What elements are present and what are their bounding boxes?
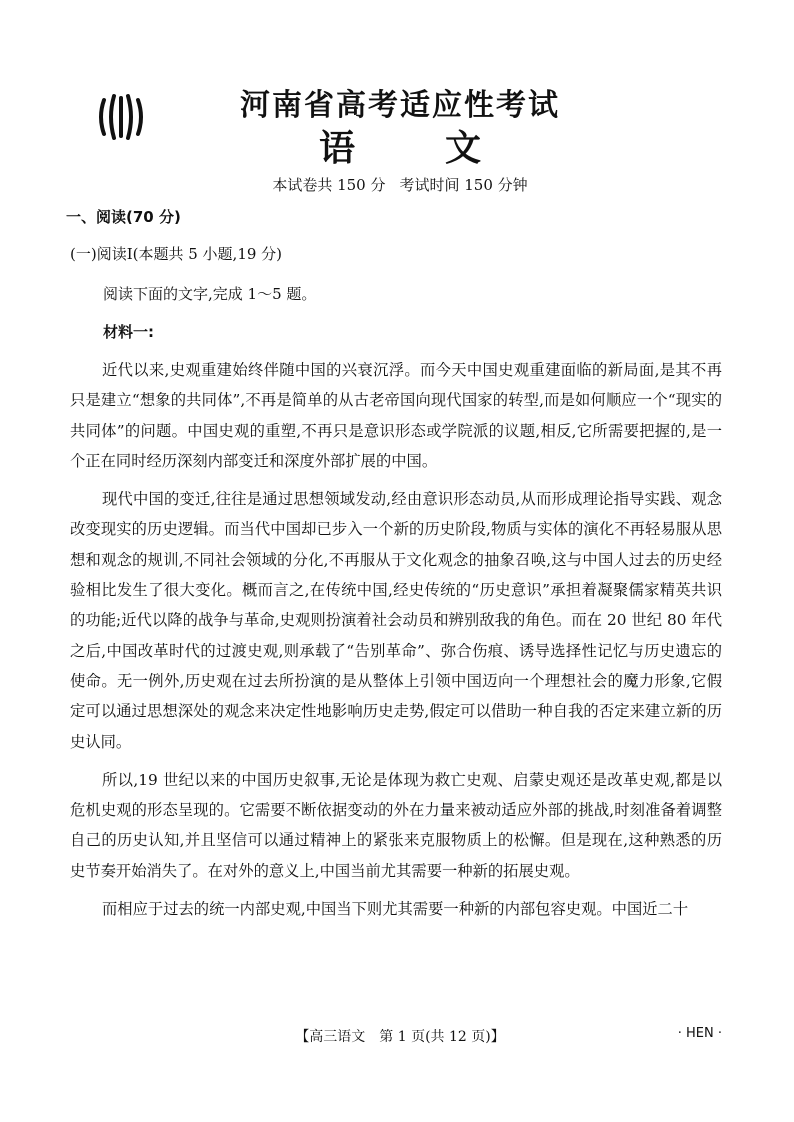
paragraph-4: 而相应于过去的统一内部史观,中国当下则尤其需要一种新的内部包容史观。中国近二十 [102, 900, 689, 919]
paragraph-1: 近代以来,史观重建始终伴随中国的兴衰沉浮。而今天中国史观重建面临的新局面,是其不再只是建立“想象的共同体”,不再是简单的从古老帝国向现代国家的转型,而是如何顺应一个“现实的共同体”的问题。中国史观的重塑,不再只是意识形态或学院派的议题,相反,它所需要把握的,是一个正在同时经历深刻内部变迁和深度外部扩展的中国。 [70, 361, 722, 470]
reading-instruction: 阅读下面的文字,完成 1～5 题。 [103, 285, 317, 303]
subject-char-2: 文 [445, 128, 482, 169]
page-number: 【高三语文 第 1 页(共 12 页)】 [295, 1029, 505, 1045]
subject-char-1: 语 [318, 128, 355, 169]
passage-body [70, 355, 722, 932]
exam-logo-icon [96, 92, 146, 142]
exam-code: · HEN · [677, 1026, 722, 1041]
section-subheading: (一)阅读Ⅰ(本题共 5 小题,19 分) [70, 245, 283, 263]
exam-time-info: 考试时间 150 分钟 [399, 176, 528, 194]
exam-score-info: 本试卷共 150 分 [272, 176, 386, 194]
material-label: 材料一: [103, 323, 154, 341]
section-heading: 一、阅读(70 分) [66, 208, 181, 226]
subject-title [230, 120, 570, 171]
exam-info [200, 174, 600, 195]
exam-title: 河南省高考适应性考试 [240, 88, 560, 123]
paragraph-2: 现代中国的变迁,往往是通过思想领域发动,经由意识形态动员,从而形成理论指导实践、观念改变现实的历史逻辑。而当代中国却已步入一个新的历史阶段,物质与实体的演化不再轻易服从思想和观念的规训,不同社会领域的分化,不再服从于文化观念的抽象召唤,这与中国人过去的历史经验相比发生了很大变化。概而言之,在传统中国,经史传统的“历史意识”承担着凝聚儒家精英共识的功能;近代以降的战争与革命,史观则扮演着社会动员和辨别敌我的角色。而在 20 世纪 80 年代之后,中国改革时代的过渡史观,则承载了“告别革命”、弥合伤痕、诱导选择性记忆与历史遗忘的使命。无一例外,历史观在过去所扮演的是从整体上引领中国迈向一个理想社会的魔力形象,它假定可以通过思想深处的观念来决定性地影响历史走势,假定可以借助一种自我的否定来建立新的历史认同。 [70, 490, 722, 751]
paragraph-3: 所以,19 世纪以来的中国历史叙事,无论是体现为救亡史观、启蒙史观还是改革史观,都是以危机史观的形态呈现的。它需要不断依据变动的外在力量来被动适应外部的挑战,时刻准备着调整自己的历史认知,并且坚信可以通过精神上的紧张来克服物质上的松懈。但是现在,这种熟悉的历史节奏开始消失了。在对外的意义上,中国当前尤其需要一种新的拓展史观。 [70, 770, 722, 880]
page-footer [0, 1026, 794, 1050]
